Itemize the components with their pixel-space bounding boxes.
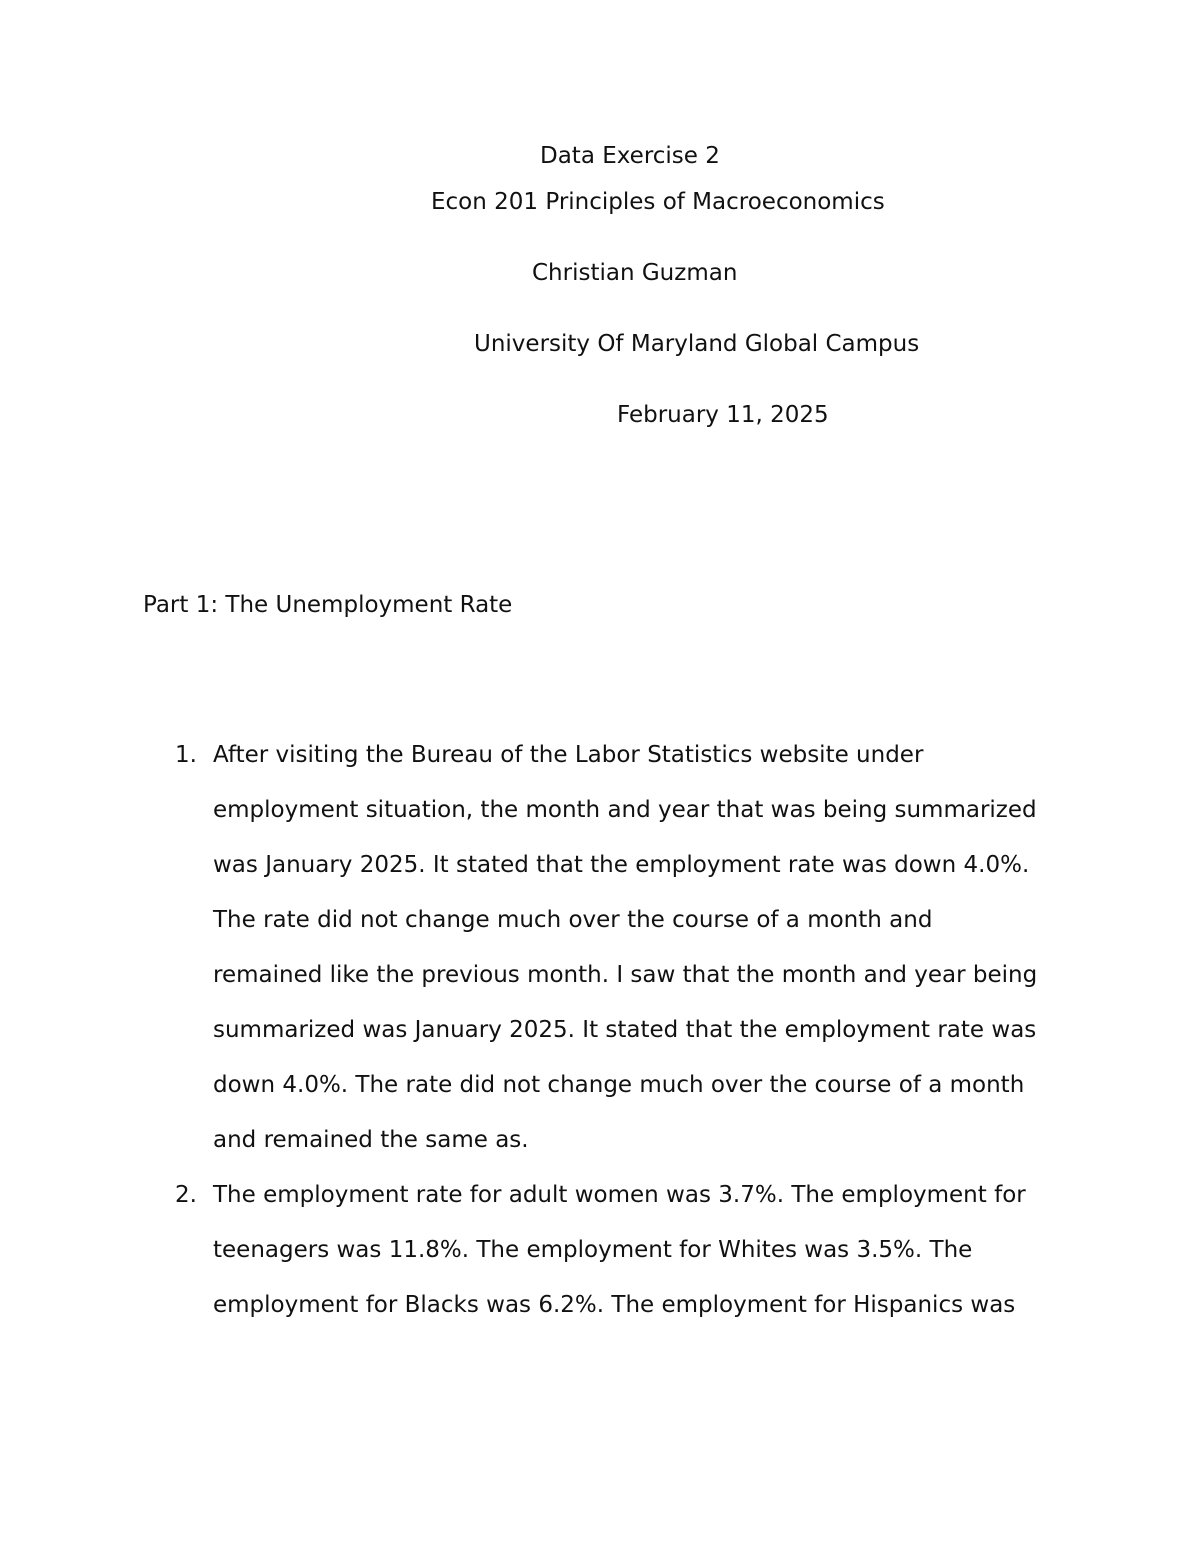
list-item-number: 1. bbox=[175, 742, 197, 768]
paragraph-line: and remained the same as. bbox=[213, 1127, 529, 1153]
paragraph-line: The employment rate for adult women was 3.7%. The employment for bbox=[213, 1182, 1026, 1208]
author-name: Christian Guzman bbox=[532, 260, 738, 286]
institution-name: University Of Maryland Global Campus bbox=[474, 331, 920, 357]
document-date: February 11, 2025 bbox=[617, 402, 829, 428]
list-item-number: 2. bbox=[175, 1182, 197, 1208]
numbered-list bbox=[0, 728, 1037, 1333]
paragraph-line: remained like the previous month. I saw that the month and year being bbox=[213, 962, 1038, 988]
paragraph-line: The rate did not change much over the course of a month and bbox=[213, 907, 933, 933]
list-item bbox=[0, 1168, 1037, 1333]
list-item bbox=[0, 728, 1037, 1168]
section-heading: Part 1: The Unemployment Rate bbox=[143, 592, 513, 618]
paragraph-line: summarized was January 2025. It stated that the employment rate was bbox=[213, 1017, 1037, 1043]
paragraph-line: After visiting the Bureau of the Labor Statistics website under bbox=[213, 742, 924, 768]
paragraph-line: down 4.0%. The rate did not change much over the course of a month bbox=[213, 1072, 1025, 1098]
paragraph-line: employment for Blacks was 6.2%. The employment for Hispanics was bbox=[213, 1292, 1016, 1318]
document-title: Data Exercise 2 bbox=[540, 143, 720, 169]
paragraph-line: employment situation, the month and year that was being summarized bbox=[213, 797, 1037, 823]
paragraph-line: teenagers was 11.8%. The employment for Whites was 3.5%. The bbox=[213, 1237, 973, 1263]
paragraph-line: was January 2025. It stated that the employment rate was down 4.0%. bbox=[213, 852, 1030, 878]
course-name: Econ 201 Principles of Macroeconomics bbox=[431, 189, 885, 215]
